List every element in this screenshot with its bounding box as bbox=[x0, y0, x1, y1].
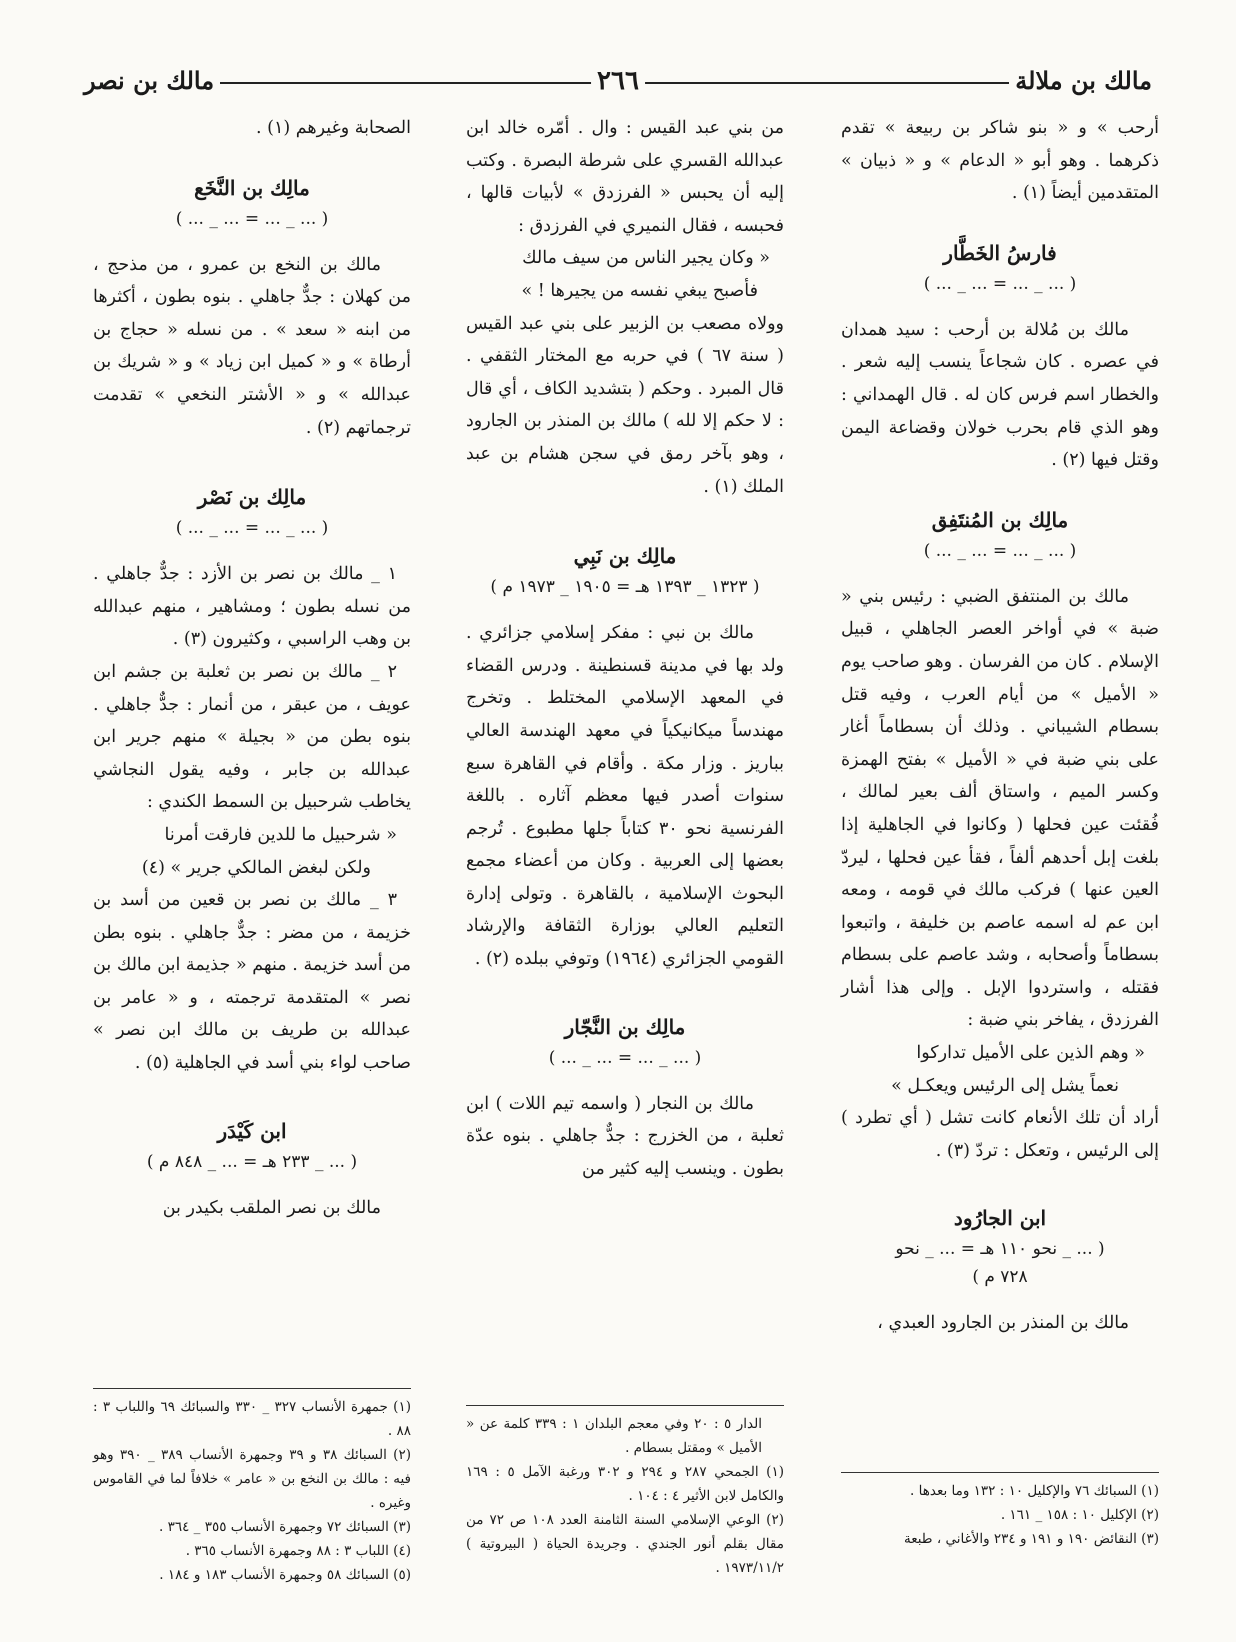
footnote: (٥) السبائك ٥٨ وجمهرة الأنساب ١٨٣ و ١٨٤ . bbox=[159, 1567, 411, 1583]
entry-title: مالِك بن المُنتَفِق bbox=[931, 507, 1069, 532]
column-right bbox=[841, 112, 1159, 1340]
verse-line: ولكن لبغض المالكي جرير » (٤) bbox=[141, 857, 371, 878]
column-middle bbox=[466, 112, 784, 1185]
footnote: (١) الجمحي ٢٨٧ و ٢٩٤ و ٣٠٢ ورغبة الآمل ٥ : ١٦٩ والكامل لابن الأثير ٤ : ١٠٤ . bbox=[466, 1464, 784, 1504]
footnote-rule bbox=[841, 1472, 1159, 1473]
entry-title: مالِك بن نَبِي bbox=[573, 544, 677, 569]
continued-paragraph: الصحابة وغيرهم (١) . bbox=[256, 118, 411, 138]
entry-body: مالك بن نصر الملقب بكيدر بن bbox=[162, 1197, 381, 1218]
entry-body: مالك بن نبي : مفكر إسلامي جزائري . ولد بها في مدينة قسنطينة . ودرس القضاء في المعهد الإسلامي المختلط . وتخرج مهندساً ميكانيكياً في معهد الهندسة العالي بباريز . وزار مكة . وأقام في القاهرة سبع سنوات أصدر فيها معظم آثاره . باللغة الفرنسية نحو ٣٠ كتاباً جلها مطبوع . تُرجم بعضها إلى العربية . وكان من أعضاء مجمع البحوث الإسلامية ، بالقاهرة . وتولى إدارة التعليم العالي بوزارة الثقافة والإرشاد القومي الجزائري (١٩٦٤) وتوفي ببلده (٢) . bbox=[466, 623, 784, 970]
entry-dates: ( ... _ ... = ... _ ... ) bbox=[923, 540, 1077, 561]
continued-paragraph: أرحب » و « بنو شاكر بن ربيعة » تقدم ذكرهما . وهو أبو « الدعام » و « ذبيان » المتقدمين أيضاً (١) . bbox=[841, 118, 1159, 204]
footnote: (٢) الإكليل ١٠ : ١٥٨ _ ١٦١ . bbox=[1000, 1507, 1159, 1523]
footnote: الدار ٥ : ٢٠ وفي معجم البلدان ١ : ٣٣٩ كلمة عن « الأميل » ومقتل بسطام . bbox=[466, 1416, 762, 1456]
footnote-rule bbox=[93, 1388, 411, 1389]
entry-dates: ( ... _ ... = ... _ ... ) bbox=[923, 273, 1077, 294]
verse-line: « شرحبيل ما للدين فارقت أمرنا bbox=[164, 824, 397, 845]
continued-paragraph: من بني عبد القيس : وال . أمّره خالد ابن عبدالله القسري على شرطة البصرة . وكتب إليه أن يحبس « الفرزدق » لأبيات قالها ، فحبسه ، فقال النميري في الفرزدق : bbox=[466, 118, 784, 236]
entry-dates: ( ... _ ... = ... _ ... ) bbox=[175, 518, 329, 539]
entry-body: مالك بن النجار ( واسمه تيم اللات ) ابن ثعلبة ، من الخزرج : جدٌّ جاهلي . بنوه عدّة بطون . وينسب إليه كثير من bbox=[466, 1093, 784, 1179]
entry-body: مالك بن المنذر بن الجارود العبدي ، bbox=[877, 1313, 1129, 1334]
header-first-entry: مالك بن ملالة bbox=[1009, 64, 1158, 98]
footnotes-middle bbox=[466, 1395, 784, 1580]
header-last-entry: مالك بن نصر bbox=[78, 64, 220, 98]
footnote: (٢) الوعي الإسلامي السنة الثامنة العدد ١٠٨ ص ٧٢ من مقال بقلم أنور الجندي . وجريدة الحياة ( البيروتية ) ١٩٧٣/١١/٢ . bbox=[466, 1512, 784, 1576]
column-left bbox=[93, 112, 411, 1224]
verse-line: فأصبح يبغي نفسه من يجيرها ! » bbox=[521, 280, 758, 301]
entry-title: ابن الجارُود bbox=[953, 1206, 1047, 1231]
footnote-rule bbox=[466, 1405, 784, 1406]
running-header bbox=[78, 64, 1158, 98]
verse-line: « وهم الذين على الأميل تداركوا bbox=[916, 1043, 1145, 1064]
entry-body: مالك بن المنتفق الضبي : رئيس بني « ضبة » في أواخر العصر الجاهلي ، قبيل الإسلام . كان من الفرسان . وهو صاحب يوم « الأميل » من أيام العرب ، وفيه قتل بسطام الشيباني . وذلك أن بسطاماً أغار على بني ضبة في « الأميل » بفتح الهمزة وكسر الميم ، واستاق ألف بعير لمالك ، فُقئت عين فحلها ( وكانوا في الجاهلية إذا بلغت إبل أحدهم ألفاً ، فقأ عين فحلها ، ليردّ العين عنها ) فركب مالك في قومه ، ومعه ابن عم له اسمه عاصم بن خليفة ، واتبعوا بسطاماً وأصحابه ، وشد عاصم على بسطام فقتله ، واستردوا الإبل . وإلى هذا أشار الفرزدق ، يفاخر بني ضبة : bbox=[841, 586, 1159, 1031]
entry-dates: ( ... _ ... = ... _ ... ) bbox=[175, 208, 329, 229]
entry-title: مالِك بن النَّجّار bbox=[564, 1014, 686, 1039]
entry-body: وولاه مصعب بن الزبير على بني عبد القيس ( سنة ٦٧ ) في حربه مع المختار الثقفي . قال المبرد . وحكم ( بتشديد الكاف ، أي قال : لا حكم إلا لله ) مالك بن المنذر بن الجارود ، وهو بآخر رمق في سجن هشام بن عبد الملك (١) . bbox=[466, 313, 785, 497]
entry-title: ابن كَيْدَر bbox=[217, 1118, 287, 1143]
entry-title: فارسُ الخَطَّار bbox=[943, 240, 1057, 265]
footnotes-right bbox=[841, 1462, 1159, 1551]
entry-dates: ( ... _ ... = ... _ ... ) bbox=[548, 1047, 702, 1068]
entry-dates: ( ١٣٢٣ _ ١٣٩٣ هـ = ١٩٠٥ _ ١٩٧٣ م ) bbox=[490, 577, 760, 598]
verse-line: « وكان يجير الناس من سيف مالك bbox=[522, 248, 770, 269]
entry-dates: ( ... _ ٢٣٣ هـ = ... _ ٨٤٨ م ) bbox=[146, 1151, 358, 1172]
entry-body: مالك بن مُلالة بن أرحب : سيد همدان في عصره . كان شجاعاً ينسب إليه شعر . والخطار اسم فرس كان له . قال الهمداني : وهو الذي قام بحرب خولان وقضاعة اليمن وقتل فيها (٢) . bbox=[841, 319, 1159, 471]
list-item: ١ _ مالك بن نصر بن الأزد : جدٌّ جاهلي . من نسله بطون ؛ ومشاهير ، منهم عبدالله بن وهب الراسبي ، وكثيرون (٣) . bbox=[93, 564, 411, 650]
footnote: (١) جمهرة الأنساب ٣٢٧ _ ٣٣٠ والسبائك ٦٩ واللباب ٣ : ٨٨ . bbox=[93, 1399, 411, 1439]
entry-body: مالك بن النخع بن عمرو ، من مذحج ، من كهلان : جدٌّ جاهلي . بنوه بطون ، أكثرها من ابنه « سعد » . من نسله « حجاج بن أرطاة » و « كميل ابن زياد » و « شريك بن عبدالله » و « الأشتر النخعي » تقدمت ترجماتهم (٢) . bbox=[93, 254, 411, 438]
footnote: (٣) النقائض ١٩٠ و ١٩١ و ٢٣٤ والأغاني ، طبعة bbox=[903, 1531, 1159, 1547]
entry-title: مالِك بن نَصْر bbox=[197, 485, 307, 510]
footnote: (٣) السبائك ٧٢ وجمهرة الأنساب ٣٥٥ _ ٣٦٤ . bbox=[159, 1519, 411, 1535]
list-item: ٢ _ مالك بن نصر بن ثعلبة بن جشم ابن عويف ، من عبقر ، من أنمار : جدٌّ جاهلي . بنوه بطن من « بجيلة » منهم جرير ابن عبدالله بن جابر ، وفيه يقول النجاشي يخاطب شرحبيل بن السمط الكندي : bbox=[93, 661, 411, 813]
footnote: (٢) السبائك ٣٨ و ٣٩ وجمهرة الأنساب ٣٨٩ _ ٣٩٠ وهو فيه : مالك بن النخع بن « عامر » خلافاً لما في القاموس وغيره . bbox=[93, 1447, 411, 1511]
entry-title: مالِك بن النَّخَع bbox=[194, 175, 310, 200]
footnote: (١) السبائك ٧٦ والإكليل ١٠ : ١٣٢ وما بعدها . bbox=[910, 1483, 1159, 1499]
page-number: ٢٦٦ bbox=[591, 64, 645, 98]
footnote: (٤) اللباب ٣ : ٨٨ وجمهرة الأنساب ٣٦٥ . bbox=[185, 1543, 411, 1559]
footnotes-left bbox=[93, 1378, 411, 1587]
entry-body: أراد أن تلك الأنعام كانت تشل ( أي تطرد ) إلى الرئيس ، وتعكل : تردّ (٣) . bbox=[841, 1108, 1159, 1161]
verse-line: نعماً يشل إلى الرئيس ويعكـل » bbox=[891, 1075, 1119, 1096]
list-item: ٣ _ مالك بن نصر بن قعين من أسد بن خزيمة ، من مضر : جدٌّ جاهلي . بنوه بطن من أسد خزيمة . منهم « جذيمة ابن مالك بن نصر » المتقدمة ترجمته ، و « عامر بن عبدالله بن طريف بن مالك ابن نصر » صاحب لواء بني أسد في الجاهلية (٥) . bbox=[93, 890, 411, 1074]
entry-dates: ( ... _ نحو ١١٠ هـ = ... _ نحو ٧٢٨ م ) bbox=[895, 1239, 1105, 1288]
